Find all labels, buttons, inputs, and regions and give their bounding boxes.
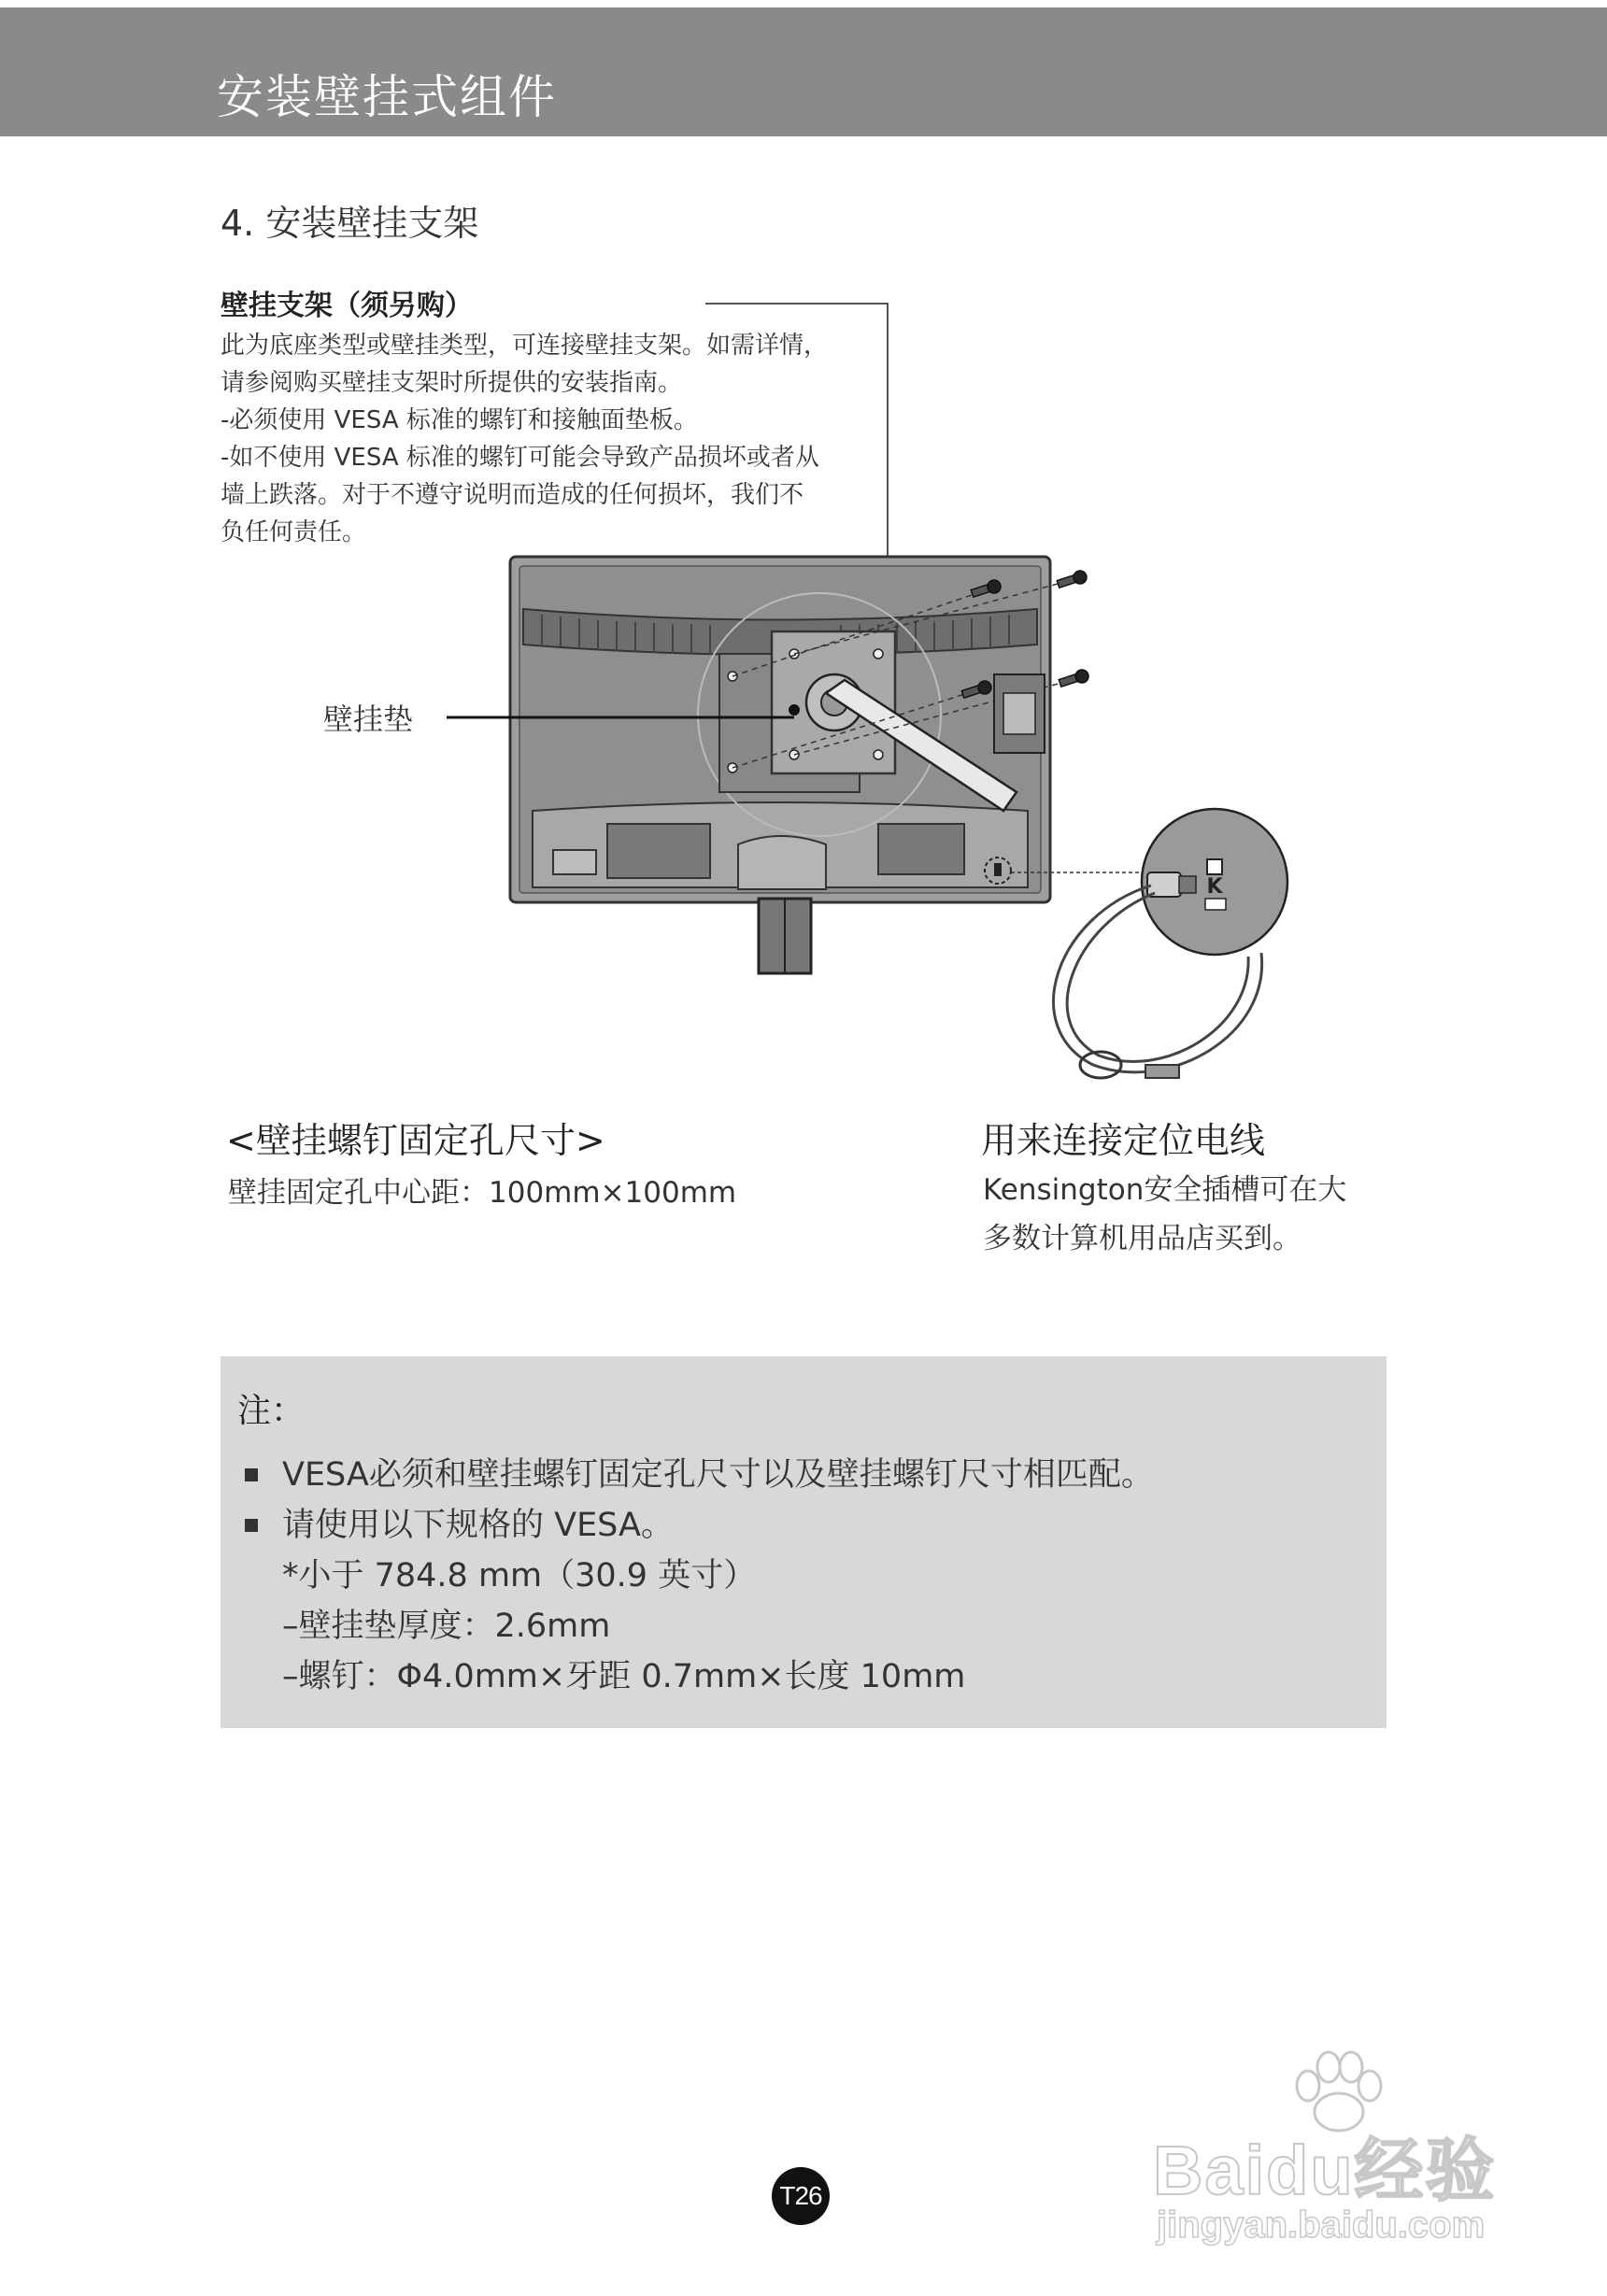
bracket-line: -如不使用 VESA 标准的螺钉可能会导致产品损坏或者从 (220, 444, 819, 472)
note-item (245, 1450, 1154, 1500)
bracket-line: -必须使用 VESA 标准的螺钉和接触面垫板。 (220, 406, 698, 434)
bracket-line: 负任何责任。 (220, 518, 367, 546)
bracket-line: 请参阅购买壁挂支架时所提供的安装指南。 (220, 369, 683, 397)
hole-size-title: <壁挂螺钉固定孔尺寸> (226, 1120, 605, 1161)
watermark-brand: Baidu经验 (1153, 2132, 1497, 2209)
page-number-badge: T26 (772, 2167, 830, 2225)
side-bracket-icon (994, 674, 1045, 753)
note-sub-item: –壁挂垫厚度：2.6mm (282, 1608, 611, 1645)
lock-description (983, 1166, 1346, 1263)
k-logo-icon: K (1206, 875, 1223, 899)
hole-size-description: 壁挂固定孔中心距：100mm×100mm (228, 1176, 737, 1210)
note-sub-item: –螺钉：Φ4.0mm×牙距 0.7mm×长度 10mm (282, 1658, 966, 1695)
wall-mount-pad-label: 壁挂垫 (323, 702, 414, 737)
watermark-url: jingyan.baidu.com (1157, 2204, 1486, 2246)
lock-line: Kensington安全插槽可在大 (983, 1173, 1347, 1207)
bullet-icon (245, 1519, 258, 1532)
note-sub-item: *小于 784.8 mm（30.9 英寸） (282, 1557, 757, 1594)
baidu-watermark (1140, 2050, 1532, 2246)
monitor-back-illustration (0, 0, 1607, 1102)
note-item-text: 请使用以下规格的 VESA。 (282, 1507, 674, 1544)
bracket-line: 此为底座类型或壁挂类型，可连接壁挂支架。如需详情， (220, 332, 829, 360)
page-title: 安装壁挂式组件 (217, 70, 557, 124)
note-item (245, 1500, 1154, 1551)
bracket-line: 墙上跌落。对于不遵守说明而造成的任何损坏，我们不 (220, 481, 804, 509)
note-box (220, 1356, 1387, 1728)
bullet-icon (245, 1468, 258, 1481)
lock-title: 用来连接定位电线 (981, 1120, 1266, 1161)
step-title: 4. 安装壁挂支架 (220, 203, 479, 244)
note-title: 注： (237, 1392, 306, 1430)
lock-line: 多数计算机用品店买到。 (983, 1222, 1301, 1255)
bracket-title: 壁挂支架（须另购） (220, 290, 473, 322)
note-item-text: VESA必须和壁挂螺钉固定孔尺寸以及壁挂螺钉尺寸相匹配。 (282, 1456, 1154, 1494)
bracket-leader-line (705, 304, 888, 560)
note-list (245, 1450, 1154, 1702)
kensington-lock-icon (1011, 809, 1287, 1078)
